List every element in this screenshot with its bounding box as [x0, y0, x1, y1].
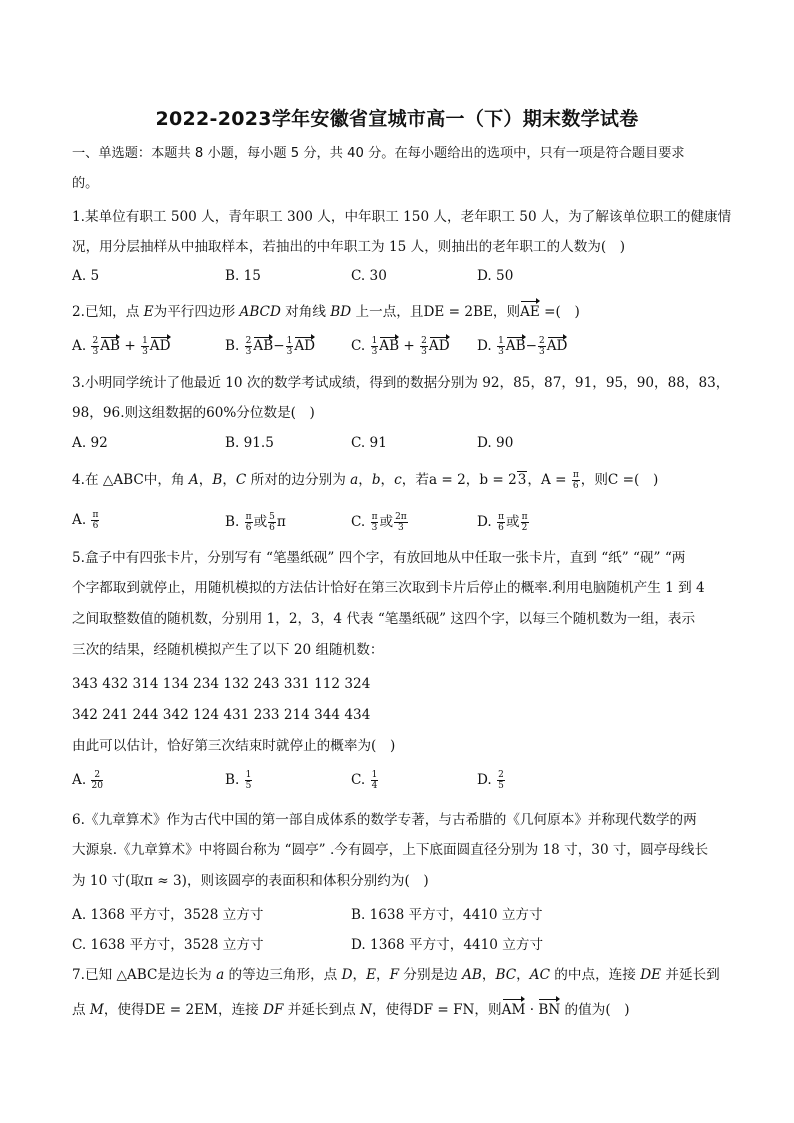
option-d[interactable]: D. $\frac{\pi}{6}$ 或 $\frac{\pi}{2}$ — [477, 512, 528, 533]
option-c[interactable]: C. $\frac{1}{3}$ AB + $\frac{2}{3}$ AD — [351, 336, 450, 357]
sqrt-three: 3 — [517, 472, 527, 488]
question-7-line1: 7.已知 △ABC是边长为 a 的等边三角形，点 D，E，F 分别是边 AB，BC，AC 的中点，连接 DE 并延长到 — [72, 967, 720, 983]
vector-am: AM — [502, 998, 526, 1020]
question-1-line1: 1.某单位有职工 500 人，青年职工 300 人，中年职工 150 人，老年职工 50 人，为了解该单位职工的健康情 — [72, 209, 732, 225]
question-6-line3: 为 10 寸(取π ≈ 3)，则该圆亭的表面积和体积分别约为( ) — [72, 873, 429, 889]
option-a[interactable]: A. $\frac{2}{20}$ — [72, 770, 103, 791]
option-b[interactable]: B. 1638 平方寸，4410 立方寸 — [351, 907, 543, 923]
option-b[interactable]: B. $\frac{2}{3}$ AB− $\frac{1}{3}$ AD — [225, 336, 316, 357]
section-heading-line1: 一、单选题：本题共 8 小题，每小题 5 分，共 40 分。在每小题给出的选项中，只有一项是符合题目要求 — [72, 146, 685, 161]
page-title: 2022-2023学年安徽省宣城市高一（下）期末数学试卷 — [155, 108, 639, 130]
option-b[interactable]: B. 91.5 — [225, 435, 274, 451]
question-1-options — [72, 268, 722, 290]
question-5-options — [72, 770, 722, 792]
question-6-line1: 6.《九章算术》作为古代中国的第一部自成体系的数学专著，与古希腊的《几何原本》并称现代数学的两 — [72, 812, 697, 828]
question-2-options — [72, 336, 722, 358]
option-a[interactable]: A. 1368 平方寸，3528 立方寸 — [72, 907, 264, 923]
question-4-stem: 4.在 △ABC中，角 A，B，C 所对的边分别为 a，b，c，若a = 2，b = 23，A = $\frac{\pi}{6}$ ，则C =( ) — [72, 470, 659, 491]
question-5-line5: 由此可以估计，恰好第三次结束时就停止的概率为( ) — [72, 738, 396, 754]
option-a[interactable]: A. $\frac{2}{3}$ AB + $\frac{1}{3}$ AD — [72, 336, 171, 357]
question-3-line1: 3.小明同学统计了他最近 10 次的数学考试成绩，得到的数据分别为 92，85，87，91，95，90，88，83， — [72, 375, 730, 391]
option-b[interactable]: B. 15 — [225, 268, 261, 284]
option-d[interactable]: D. 1368 平方寸，4410 立方寸 — [351, 937, 544, 953]
question-4-options — [72, 510, 722, 532]
option-b[interactable]: B. $\frac{1}{5}$ — [225, 770, 252, 791]
option-d[interactable]: D. 50 — [477, 268, 514, 284]
question-6-options-row-1 — [72, 903, 722, 925]
question-6-options-row-2 — [72, 933, 722, 955]
question-7-line2: 点 M，使得DE = 2EM，连接 DF 并延长到点 N，使得DF = FN，则AM · BN 的值为( ) — [72, 998, 722, 1020]
option-a[interactable]: A. 5 — [72, 268, 100, 284]
option-a[interactable]: A. $\frac{\pi}{6}$ — [72, 510, 99, 531]
option-c[interactable]: C. 91 — [351, 435, 387, 451]
option-a[interactable]: A. 92 — [72, 435, 108, 451]
question-3-options — [72, 435, 722, 457]
random-numbers-row-2: 342 241 244 342 124 431 233 214 344 434 — [72, 707, 371, 723]
vector-ae: AE — [520, 300, 540, 322]
option-c[interactable]: C. $\frac{\pi}{3}$ 或 $\frac{2\pi}{3}$ — [351, 512, 407, 533]
question-3-line2: 98，96.则这组数据的60%分位数是( ) — [72, 405, 315, 421]
question-5-line1: 5.盒子中有四张卡片，分别写有 “笔墨纸砚” 四个字，有放回地从中任取一张卡片，直到 “纸” “砚” “两 — [72, 550, 686, 566]
option-d[interactable]: D. 90 — [477, 435, 514, 451]
section-heading-line2: 的。 — [72, 176, 99, 191]
option-c[interactable]: C. 1638 平方寸，3528 立方寸 — [72, 937, 264, 953]
option-b[interactable]: B. $\frac{\pi}{6}$ 或 $\frac{5}{6}$ π — [225, 512, 286, 533]
option-d[interactable]: D. $\frac{1}{3}$ AB− $\frac{2}{3}$ AD — [477, 336, 568, 357]
question-6-line2: 大源泉.《九章算术》中将圆台称为 “圆亭” .今有圆亭，上下底面圆直径分别为 18 寸，30 寸，圆亭母线长 — [72, 842, 709, 858]
option-c[interactable]: C. $\frac{1}{4}$ — [351, 770, 378, 791]
question-1-line2: 况，用分层抽样从中抽取样本，若抽出的中年职工为 15 人，则抽出的老年职工的人数为( ) — [72, 239, 626, 255]
option-d[interactable]: D. $\frac{2}{5}$ — [477, 770, 504, 791]
option-c[interactable]: C. 30 — [351, 268, 387, 284]
question-5-line3: 之间取整数值的随机数，分别用 1，2，3，4 代表 “笔墨纸砚” 这四个字，以每三个随机数为一组，表示 — [72, 611, 696, 627]
vector-bn: BN — [538, 998, 560, 1020]
question-5-line2: 个字都取到就停止，用随机模拟的方法估计恰好在第三次取到卡片后停止的概率.利用电脑随机产生 1 到 4 — [72, 580, 705, 596]
question-2-stem: 2.已知，点 E为平行四边形 ABCD 对角线 BD 上一点，且DE = 2BE，则AE =( ) — [72, 300, 722, 322]
question-5-line4: 三次的结果，经随机模拟产生了以下 20 组随机数： — [72, 642, 384, 658]
random-numbers-row-1: 343 432 314 134 234 132 243 331 112 324 — [72, 676, 371, 692]
